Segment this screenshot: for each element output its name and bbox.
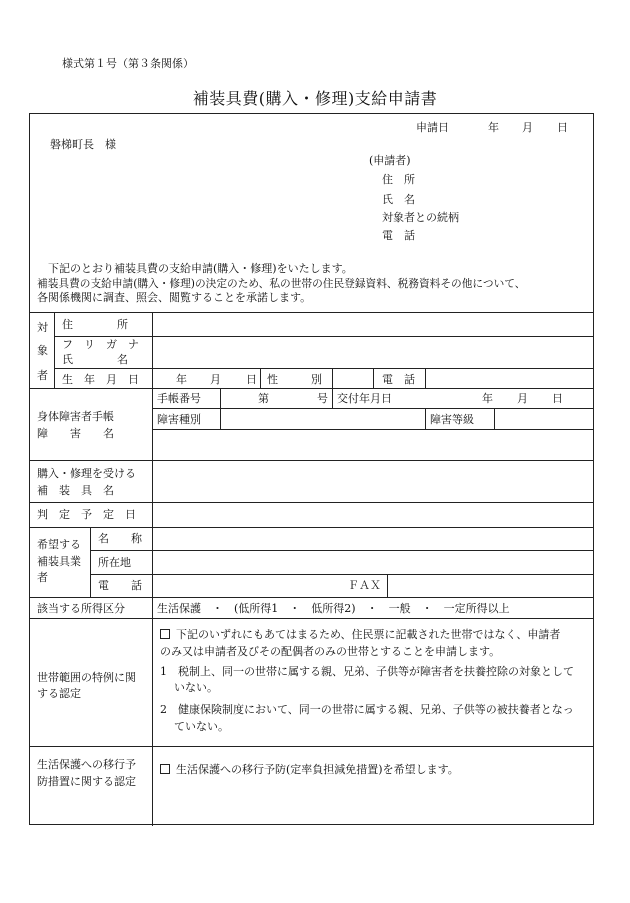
- target-side-label-3: 者: [37, 369, 48, 382]
- page-title: 補装具費(購入・修理)支給申請書: [192, 89, 438, 108]
- vendor-label-2: 補装具業: [37, 555, 81, 568]
- household-line1: 下記のいずれにもあてはまるため、住民票に記載された世帯ではなく、申請者: [176, 628, 561, 641]
- handbook-number-go: 号: [317, 392, 328, 405]
- gender-label: 性 別: [267, 373, 322, 386]
- target-name-label: 氏 名: [62, 353, 128, 366]
- date-label: 申請日: [416, 121, 449, 134]
- disability-name-label: 障 害 名: [37, 427, 114, 440]
- disability-grade-label: 障害等級: [430, 413, 474, 426]
- statement-line2: 補装具費の支給申請(購入・修理)の決定のため、私の世帯の住民登録資料、税務資料その他について、: [37, 277, 526, 290]
- applicant-label: (申請者): [369, 154, 411, 167]
- issue-year: 年: [482, 392, 493, 405]
- issue-month: 月: [517, 392, 528, 405]
- vendor-location-label: 所在地: [98, 556, 131, 569]
- welfare-text: 生活保護への移行予防(定率負担減免措置)を希望します。: [176, 763, 459, 776]
- issue-day: 日: [552, 392, 563, 405]
- issue-date-label: 交付年月日: [337, 392, 392, 405]
- target-address-label: 住 所: [62, 318, 128, 331]
- date-year: 年: [488, 121, 499, 134]
- birth-year: 年: [176, 373, 187, 386]
- target-birth-label: 生 年 月 日: [62, 373, 139, 386]
- vendor-phone-label: 電 話: [98, 579, 142, 592]
- vendor-label-3: 者: [37, 571, 48, 584]
- household-item1-b: いない。: [174, 681, 218, 694]
- date-day: 日: [557, 121, 568, 134]
- welfare-checkbox[interactable]: [160, 764, 170, 774]
- target-side-label-1: 対: [37, 321, 48, 334]
- vendor-fax-label: ＦＡＸ: [348, 579, 381, 592]
- device-label-1: 購入・修理を受ける: [37, 467, 136, 480]
- birth-month: 月: [210, 373, 221, 386]
- applicant-phone-label: 電 話: [382, 229, 415, 242]
- household-label-2: する認定: [37, 687, 81, 700]
- applicant-name-label: 氏 名: [382, 193, 415, 206]
- household-item2-b: ていない。: [174, 720, 229, 733]
- applicant-address-label: 住 所: [382, 173, 415, 186]
- disability-type-label: 障害種別: [157, 413, 201, 426]
- welfare-label-1: 生活保護への移行予: [37, 758, 136, 771]
- birth-day: 日: [246, 373, 257, 386]
- household-item1-a: 1 税制上、同一の世帯に属する親、兄弟、子供等が障害者を扶養控除の対象として: [160, 665, 574, 678]
- target-side-label-2: 象: [37, 344, 48, 357]
- handbook-number-dai: 第: [258, 392, 269, 405]
- handbook-label: 身体障害者手帳: [37, 410, 114, 423]
- vendor-label-1: 希望する: [37, 538, 81, 551]
- date-month: 月: [522, 121, 533, 134]
- application-form: [29, 113, 594, 825]
- household-line2: のみ又は申請者及びその配偶者のみの世帯とすることを申請します。: [160, 645, 501, 658]
- form-number: 様式第１号（第３条関係）: [62, 57, 194, 70]
- handbook-number-label: 手帳番号: [157, 392, 201, 405]
- device-label-2: 補 装 具 名: [37, 484, 114, 497]
- target-furigana-label: フ リ ガ ナ: [62, 338, 139, 351]
- applicant-relation-label: 対象者との続柄: [382, 211, 459, 224]
- vendor-name-label: 名 称: [98, 532, 142, 545]
- target-phone-label: 電 話: [382, 373, 415, 386]
- statement-line3: 各関係機関に調査、照会、閲覧することを承諾します。: [37, 291, 312, 304]
- household-label-1: 世帯範囲の特例に関: [37, 671, 136, 684]
- household-item2-a: 2 健康保険制度において、同一の世帯に属する親、兄弟、子供等の被扶養者となっ: [160, 703, 574, 716]
- household-checkbox[interactable]: [160, 629, 170, 639]
- decision-date-label: 判 定 予 定 日: [37, 508, 136, 521]
- statement-line1: 下記のとおり補装具費の支給申請(購入・修理)をいたします。: [48, 262, 353, 275]
- addressee: 磐梯町長 様: [50, 138, 116, 151]
- income-options: 生活保護 ・ (低所得1 ・ 低所得2) ・ 一般 ・ 一定所得以上: [157, 602, 510, 615]
- income-label: 該当する所得区分: [37, 602, 125, 615]
- welfare-label-2: 防措置に関する認定: [37, 775, 136, 788]
